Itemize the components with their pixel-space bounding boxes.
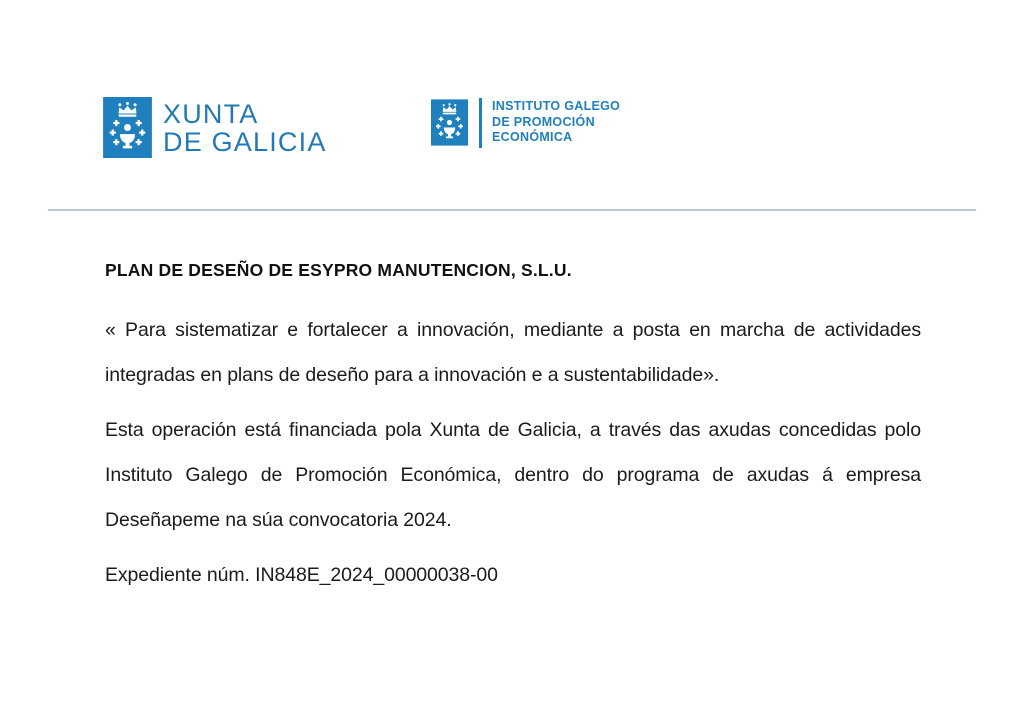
galicia-coat-of-arms-icon xyxy=(103,97,152,158)
paragraph-quote: « Para sistematizar e fortalecer a innovación, mediante a posta en marcha de actividades integradas en plans de deseño para a innovación e a sustentabilidade». xyxy=(105,319,921,386)
header-divider xyxy=(48,209,976,211)
igape-logo-separator xyxy=(479,98,482,148)
paragraph-funding: Esta operación está financiada pola Xunta de Galicia, a través das axudas concedidas polo Instituto Galego de Promoción Económica, dentro do programa de axudas á empresa Deseñapeme na súa convocatoria 2024. xyxy=(105,419,921,531)
igape-logo xyxy=(431,96,620,149)
igape-wordmark-line2: DE PROMOCIÓN xyxy=(492,114,595,129)
document-title: PLAN DE DESEÑO DE ESYPRO MANUTENCION, S.L.U. xyxy=(105,260,572,280)
document-content xyxy=(105,258,921,598)
igape-wordmark-line3: ECONÓMICA xyxy=(492,130,573,145)
xunta-wordmark xyxy=(163,97,327,156)
xunta-de-galicia-logo xyxy=(103,97,327,158)
igape-wordmark xyxy=(492,99,620,146)
igape-wordmark-line1: INSTITUTO GALEGO xyxy=(492,99,621,114)
xunta-wordmark-line1: XUNTA xyxy=(163,99,259,129)
galicia-coat-of-arms-icon xyxy=(431,96,468,149)
xunta-wordmark-line2: DE GALICIA xyxy=(163,127,327,157)
paragraph-expediente: Expediente núm. IN848E_2024_00000038-00 xyxy=(105,564,498,586)
